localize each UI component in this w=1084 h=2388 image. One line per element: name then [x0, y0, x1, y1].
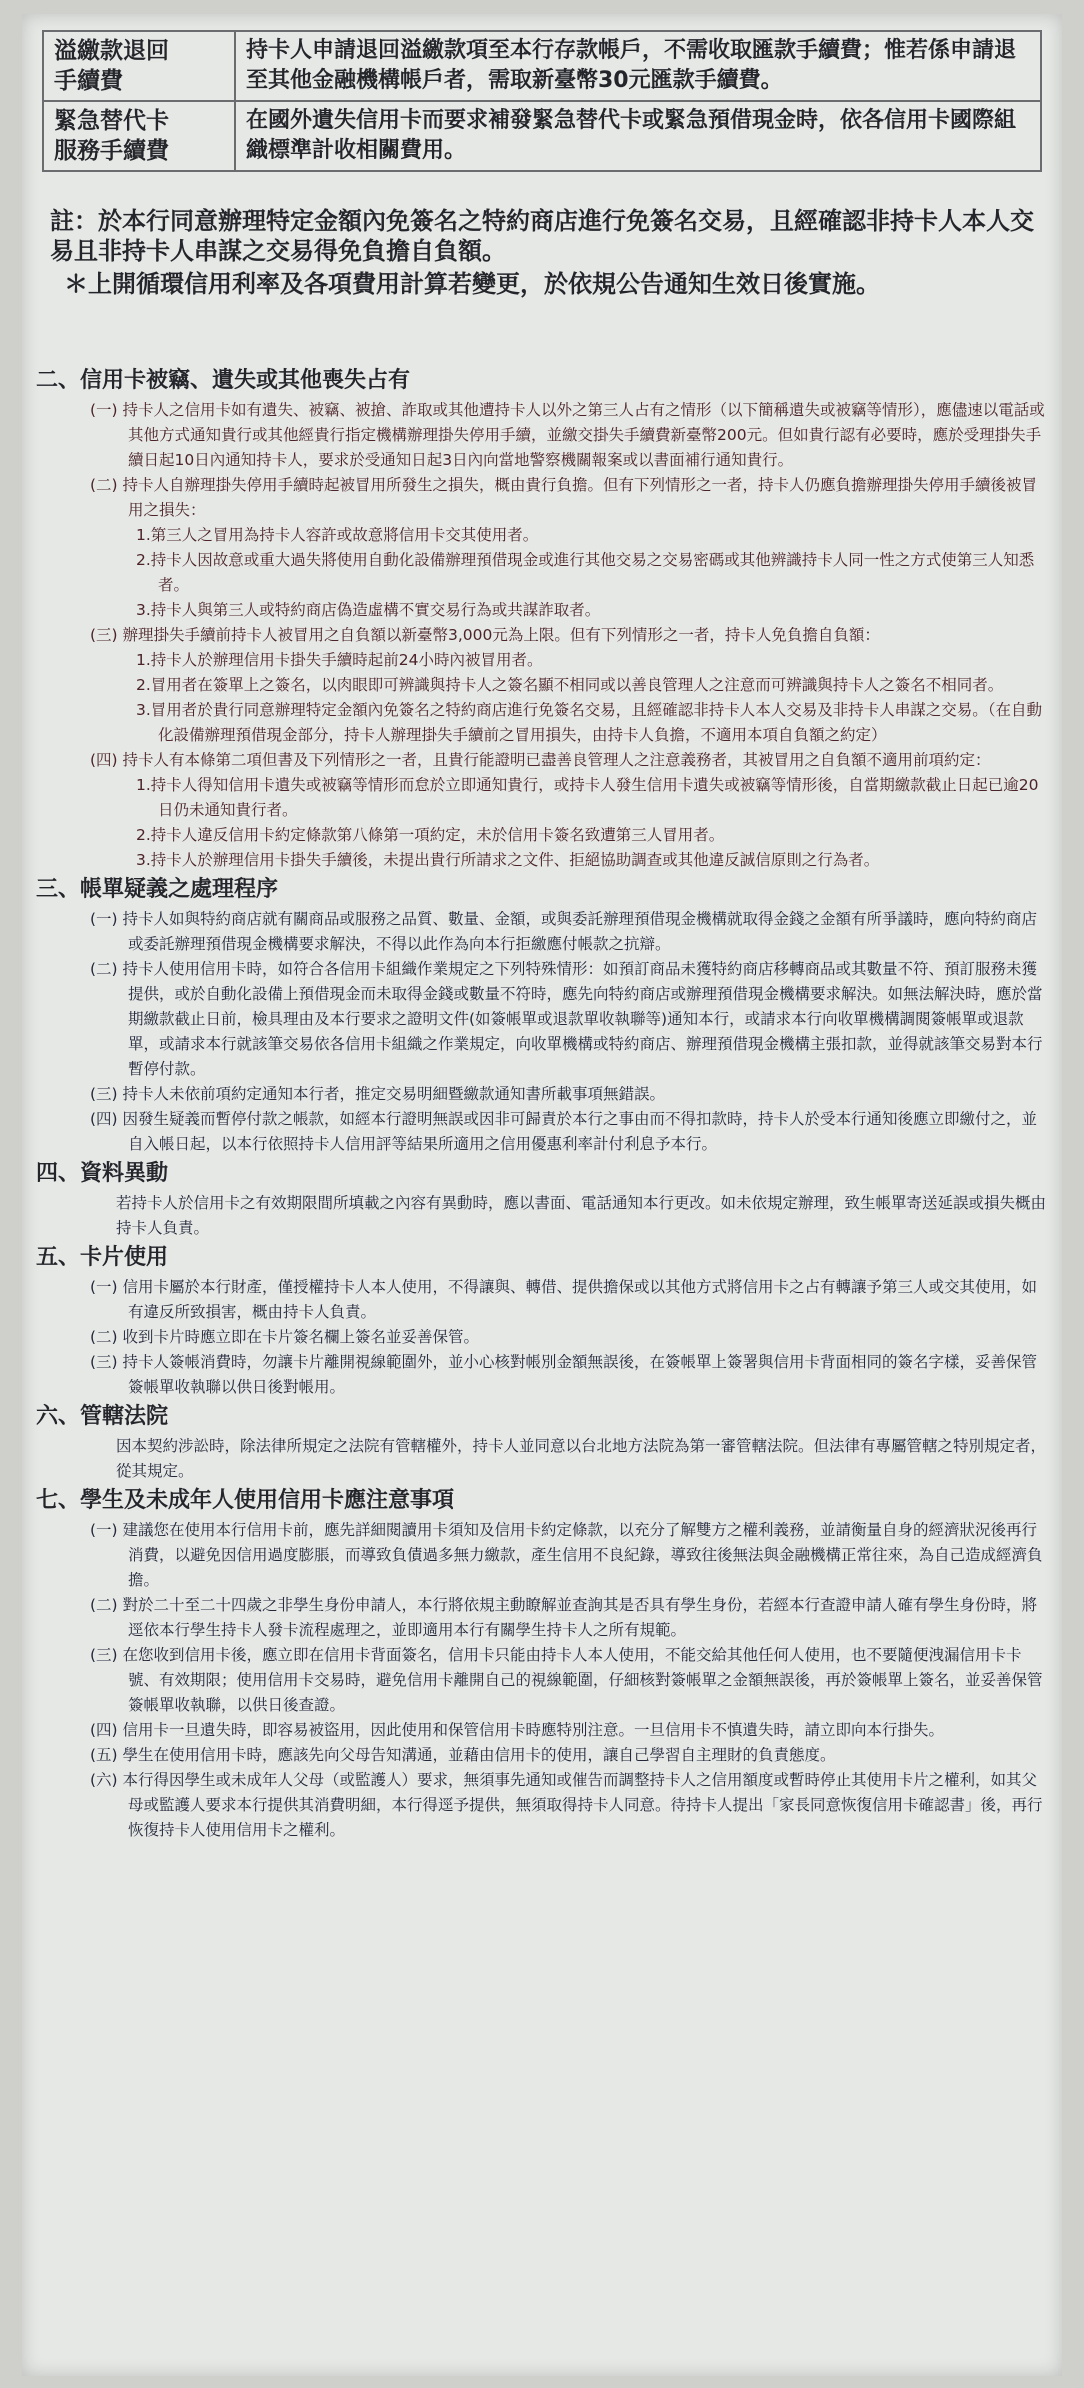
table-row: [43, 31, 1041, 101]
clause-subitem: 1.持卡人於辦理信用卡掛失手續時起前24小時內被冒用者。: [136, 651, 543, 669]
clause-item: (四) 信用卡一旦遺失時，即容易被盜用，因此使用和保管信用卡時應特別注意。一旦信用卡不慎遺失時，請立即向本行掛失。: [90, 1721, 945, 1739]
clause-item: (一) 持卡人如與特約商店就有關商品或服務之品質、數量、金額，或與委託辦理預借現金機構就取得金錢之金額有所爭議時，應向特約商店或委託辦理預借現金機構要求解決，不得以此作為向本行拒繳應付帳款之抗辯。: [90, 910, 1038, 953]
fee-table: [42, 30, 1042, 172]
clause-item: (三) 辦理掛失手續前持卡人被冒用之自負額以新臺幣3,000元為上限。但有下列情形之一者，持卡人免負擔自負額：: [90, 626, 880, 644]
section-6: [36, 1402, 1046, 1484]
section-2: [36, 366, 1046, 873]
section-heading: 五、卡片使用: [36, 1245, 169, 1270]
fee-desc-cell: 在國外遺失信用卡而要求補發緊急替代卡或緊急預借現金時，依各信用卡國際組織標準計收相關費用。: [235, 101, 1041, 171]
clause-paragraph: 若持卡人於信用卡之有效期限間所填載之內容有異動時，應以書面、電話通知本行更改。如未依規定辦理，致生帳單寄送延誤或損失概由持卡人負責。: [116, 1194, 1047, 1237]
fee-desc-cell: 持卡人申請退回溢繳款項至本行存款帳戶，不需收取匯款手續費；惟若係申請退至其他金融機構帳戶者，需取新臺幣30元匯款手續費。: [235, 31, 1041, 101]
section-4: [36, 1159, 1046, 1241]
clause-subitem: 2.持卡人因故意或重大過失將使用自動化設備辦理預借現金或進行其他交易之交易密碼或其他辨識持卡人同一性之方式使第三人知悉者。: [136, 551, 1035, 594]
clause-item: (二) 對於二十至二十四歲之非學生身份申請人，本行將依規主動瞭解並查詢其是否具有學生身份，若經本行查證申請人確有學生身份時，將逕依本行學生持卡人發卡流程處理之，並即適用本行有關學生持卡人之所有規範。: [90, 1596, 1038, 1639]
clause-item: (四) 因發生疑義而暫停付款之帳款，如經本行證明無誤或因非可歸責於本行之事由而不得扣款時，持卡人於受本行通知後應立即繳付之，並自入帳日起，以本行依照持卡人信用評等結果所適用之信用優惠利率計付利息予本行。: [90, 1110, 1038, 1153]
clause-item: (二) 收到卡片時應立即在卡片簽名欄上簽名並妥善保管。: [90, 1328, 480, 1346]
clause-item: (一) 信用卡屬於本行財產，僅授權持卡人本人使用，不得讓與、轉借、提供擔保或以其他方式將信用卡之占有轉讓予第三人或交其使用，如有違反所致損害，概由持卡人負責。: [90, 1278, 1038, 1321]
section-heading: 三、帳單疑義之處理程序: [36, 877, 279, 902]
section-7: [36, 1486, 1046, 1843]
clause-subitem: 1.持卡人得知信用卡遺失或被竊等情形而怠於立即通知貴行，或持卡人發生信用卡遺失或被竊等情形後，自當期繳款截止日起已逾20日仍未通知貴行者。: [136, 776, 1039, 819]
clause-item: (三) 持卡人簽帳消費時，勿讓卡片離開視線範圍外，並小心核對帳別金額無誤後，在簽帳單上簽署與信用卡背面相同的簽名字樣，妥善保管簽帳單收執聯以供日後對帳用。: [90, 1353, 1038, 1396]
fee-name-cell: 溢繳款退回 手續費: [43, 31, 235, 101]
section-3: [36, 875, 1046, 1157]
clause-item: (二) 持卡人自辦理掛失停用手續時起被冒用所發生之損失，概由貴行負擔。但有下列情形之一者，持卡人仍應負擔辦理掛失停用手續後被冒用之損失：: [90, 476, 1038, 519]
fee-name-cell: 緊急替代卡 服務手續費: [43, 101, 235, 171]
clause-item: (一) 持卡人之信用卡如有遺失、被竊、被搶、詐取或其他遭持卡人以外之第三人占有之情形（以下簡稱遺失或被竊等情形），應儘速以電話或其他方式通知貴行或其他經貴行指定機構辦理掛失停用手續，並繳交掛失手續費新臺幣200元。但如貴行認有必要時，應於受理掛失手續日起10日內通知持卡人，要求於受通知日起3日內向當地警察機關報案或以書面補行通知貴行。: [90, 401, 1045, 469]
clause-subitem: 2.冒用者在簽單上之簽名，以肉眼即可辨識與持卡人之簽名顯不相同或以善良管理人之注意而可辨識與持卡人之簽名不相同者。: [136, 676, 1004, 694]
section-5: [36, 1243, 1046, 1400]
clause-subitem: 3.持卡人與第三人或特約商店偽造虛構不實交易行為或共謀詐取者。: [136, 601, 601, 619]
clause-item: (二) 持卡人使用信用卡時，如符合各信用卡組織作業規定之下列特殊情形：如預訂商品未獲特約商店移轉商品或其數量不符、預訂服務未獲提供，或於自動化設備上預借現金而未取得金錢或數量不符時，應先向特約商店或辦理預借現金機構要求解決。如無法解決時，應於當期繳款截止日前，檢具理由及本行要求之證明文件(如簽帳單或退款單收執聯等)通知本行，或請求本行向收單機構調閱簽帳單或退款單，或請求本行就該筆交易依各信用卡組織之作業規定，向收單機構或特約商店、辦理預借現金機構主張扣款，並得就該筆交易對本行暫停付款。: [90, 960, 1043, 1078]
clause-subitem: 3.持卡人於辦理信用卡掛失手續後，未提出貴行所請求之文件、拒絕協助調查或其他違反誠信原則之行為者。: [136, 851, 880, 869]
clause-subitem: 1.第三人之冒用為持卡人容許或故意將信用卡交其使用者。: [136, 526, 539, 544]
section-heading: 六、管轄法院: [36, 1404, 169, 1429]
clause-subitem: 3.冒用者於貴行同意辦理特定金額內免簽名之特約商店進行免簽名交易，且經確認非持卡人本人交易及非持卡人串謀之交易。（在自動化設備辦理預借現金部分，持卡人辦理掛失手續前之冒用損失，由持卡人負擔，不適用本項自負額之約定）: [136, 701, 1043, 744]
document-page: [22, 14, 1062, 2376]
clause-subitem: 2.持卡人違反信用卡約定條款第八條第一項約定，未於信用卡簽名致遭第三人冒用者。: [136, 826, 725, 844]
note-signature-exemption: 註：於本行同意辦理特定金額內免簽名之特約商店進行免簽名交易，且經確認非持卡人本人交易且非持卡人串謀之交易得免負擔自負額。: [50, 207, 1034, 265]
terms-body: [36, 364, 1046, 1843]
clause-item: (四) 持卡人有本條第二項但書及下列情形之一者，且貴行能證明已盡善良管理人之注意義務者，其被冒用之自負額不適用前項約定：: [90, 751, 991, 769]
clause-item: (五) 學生在使用信用卡時，應該先向父母告知溝通，並藉由信用卡的使用，讓自己學習自主理財的負責態度。: [90, 1746, 836, 1764]
section-heading: 四、資料異動: [36, 1161, 169, 1186]
clause-item: (六) 本行得因學生或未成年人父母（或監護人）要求，無須事先通知或催告而調整持卡人之信用額度或暫時停止其使用卡片之權利，如其父母或監護人要求本行提供其消費明細，本行得逕予提供，無須取得持卡人同意。待持卡人提出「家長同意恢復信用卡確認書」後，再行恢復持卡人使用信用卡之權利。: [90, 1771, 1043, 1839]
clause-paragraph: 因本契約涉訟時，除法律所規定之法院有管轄權外，持卡人並同意以台北地方法院為第一審管轄法院。但法律有專屬管轄之特別規定者，從其規定。: [116, 1437, 1047, 1480]
clause-item: (三) 在您收到信用卡後，應立即在信用卡背面簽名，信用卡只能由持卡人本人使用，不能交給其他任何人使用，也不要隨便洩漏信用卡卡號、有效期限；使用信用卡交易時，避免信用卡離開自己的視線範圍，仔細核對簽帳單之金額無誤後，再於簽帳單上簽名，並妥善保管簽帳單收執聯，以供日後查證。: [90, 1646, 1043, 1714]
table-row: [43, 101, 1041, 171]
note-rate-change: ＊上開循環信用利率及各項費用計算若變更，於依規公告通知生效日後實施。: [64, 270, 880, 298]
clause-item: (一) 建議您在使用本行信用卡前，應先詳細閱讀用卡須知及信用卡約定條款，以充分了解雙方之權利義務，並請衡量自身的經濟狀況後再行消費，以避免因信用過度膨脹，而導致負債過多無力繳款，產生信用不良紀錄，導致往後無法與金融機構正常往來，為自己造成經濟負擔。: [90, 1521, 1043, 1589]
clause-item: (三) 持卡人未依前項約定通知本行者，推定交易明細暨繳款通知書所載事項無錯誤。: [90, 1085, 666, 1103]
section-heading: 二、信用卡被竊、遺失或其他喪失占有: [36, 368, 411, 393]
section-heading: 七、學生及未成年人使用信用卡應注意事項: [36, 1488, 455, 1513]
